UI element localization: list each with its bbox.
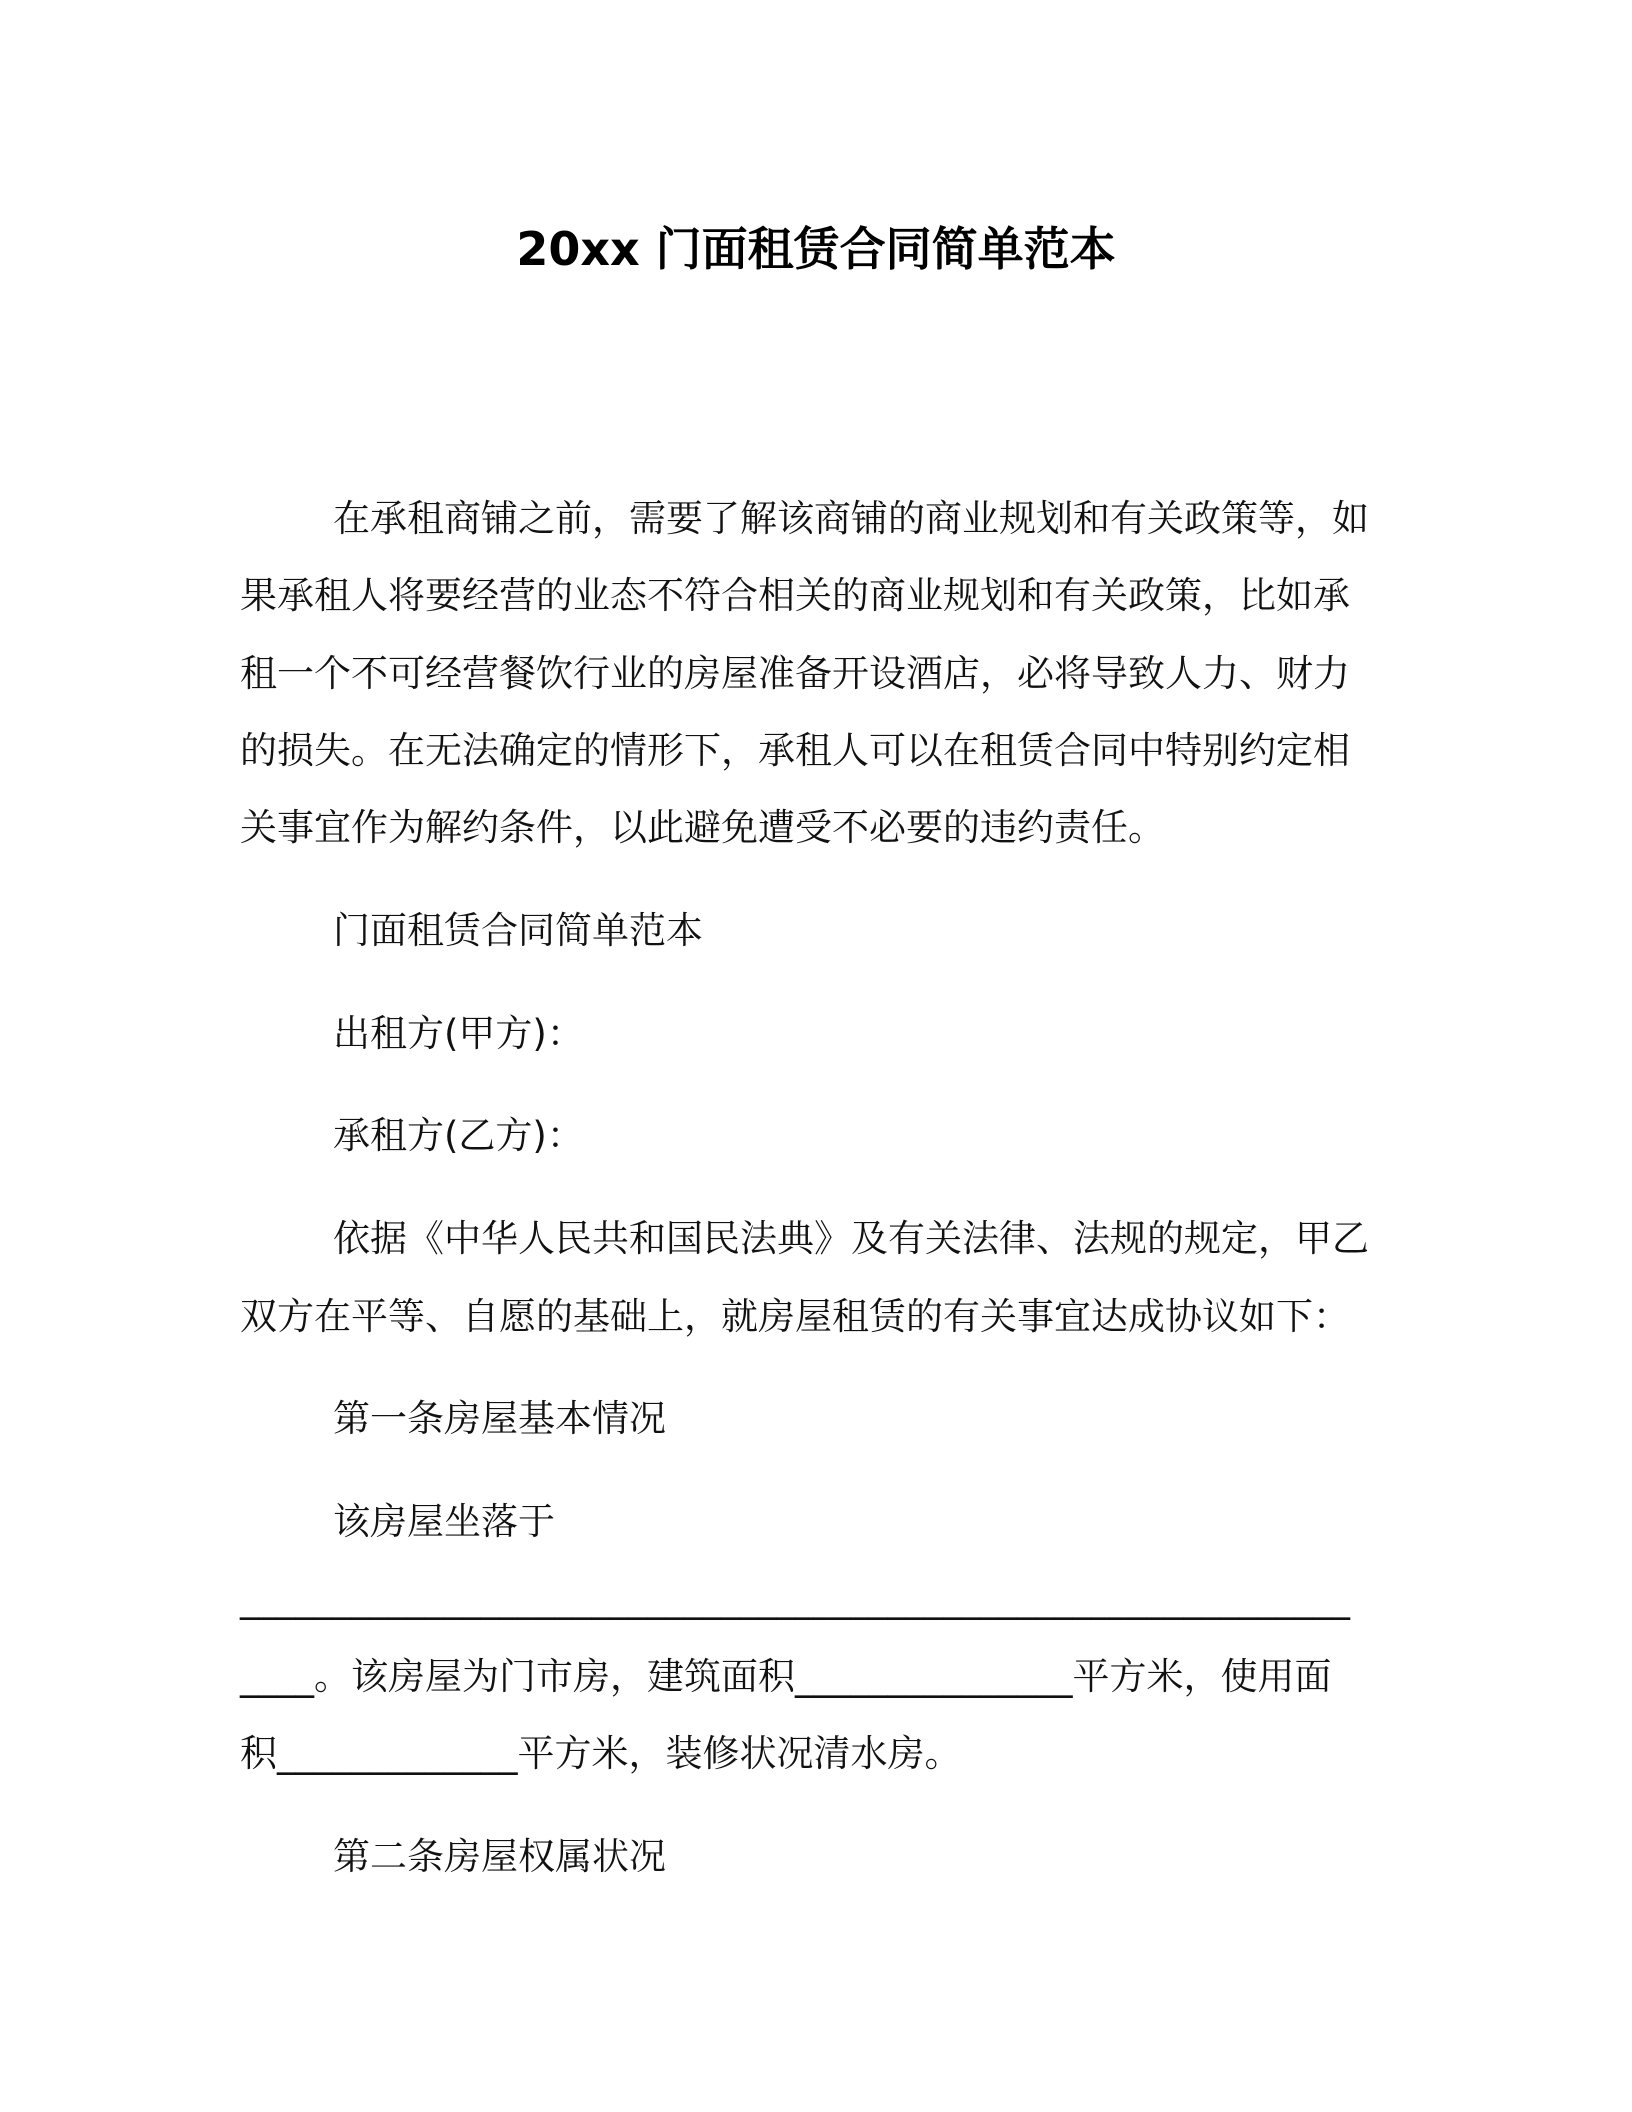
sample-heading xyxy=(240,892,1392,969)
property-usable-area-line: 积_____________平方米，装修状况清水房。 xyxy=(240,1731,962,1775)
article-2-heading-text: 第二条房屋权属状况 xyxy=(333,1834,666,1878)
property-location-line: 该房屋坐落于 xyxy=(333,1499,555,1543)
article-2-heading xyxy=(240,1818,1392,1895)
intro-line: 果承租人将要经营的业态不符合相关的商业规划和有关政策，比如承 xyxy=(240,574,1350,618)
article-1-heading xyxy=(240,1380,1392,1457)
intro-line: 租一个不可经营餐饮行业的房屋准备开设酒店，必将导致人力、财力 xyxy=(240,651,1350,695)
intro-paragraph xyxy=(240,480,1392,867)
article-1-heading-text: 第一条房屋基本情况 xyxy=(333,1397,666,1441)
intro-line: 关事宜作为解约条件，以此避免遭受不必要的违约责任。 xyxy=(240,806,1165,850)
blank-fill-line: ____________________________________________________________ xyxy=(240,1577,1350,1621)
legal-basis-line: 依据《中华人民共和国民法典》及有关法律、法规的规定，甲乙 xyxy=(333,1217,1369,1261)
document-title: 20xx 门面租赁合同简单范本 xyxy=(516,222,1116,276)
legal-basis-line: 双方在平等、自愿的基础上，就房屋租赁的有关事宜达成协议如下： xyxy=(240,1294,1350,1338)
document-body xyxy=(240,480,1392,1920)
lessor-label: 出租方(甲方)： xyxy=(333,1011,584,1055)
sample-heading-text: 门面租赁合同简单范本 xyxy=(333,909,703,953)
intro-line: 在承租商铺之前，需要了解该商铺的商业规划和有关政策等，如 xyxy=(333,497,1369,540)
intro-line: 的损失。在无法确定的情形下，承租人可以在租赁合同中特别约定相 xyxy=(240,728,1350,772)
lessee-field xyxy=(240,1097,1392,1174)
lessor-field xyxy=(240,995,1392,1072)
property-area-line: ____。该房屋为门市房，建筑面积_______________平方米，使用面 xyxy=(240,1654,1332,1698)
legal-basis-paragraph xyxy=(240,1200,1392,1355)
property-location-paragraph xyxy=(240,1483,1392,1792)
lessee-label: 承租方(乙方)： xyxy=(333,1114,584,1158)
